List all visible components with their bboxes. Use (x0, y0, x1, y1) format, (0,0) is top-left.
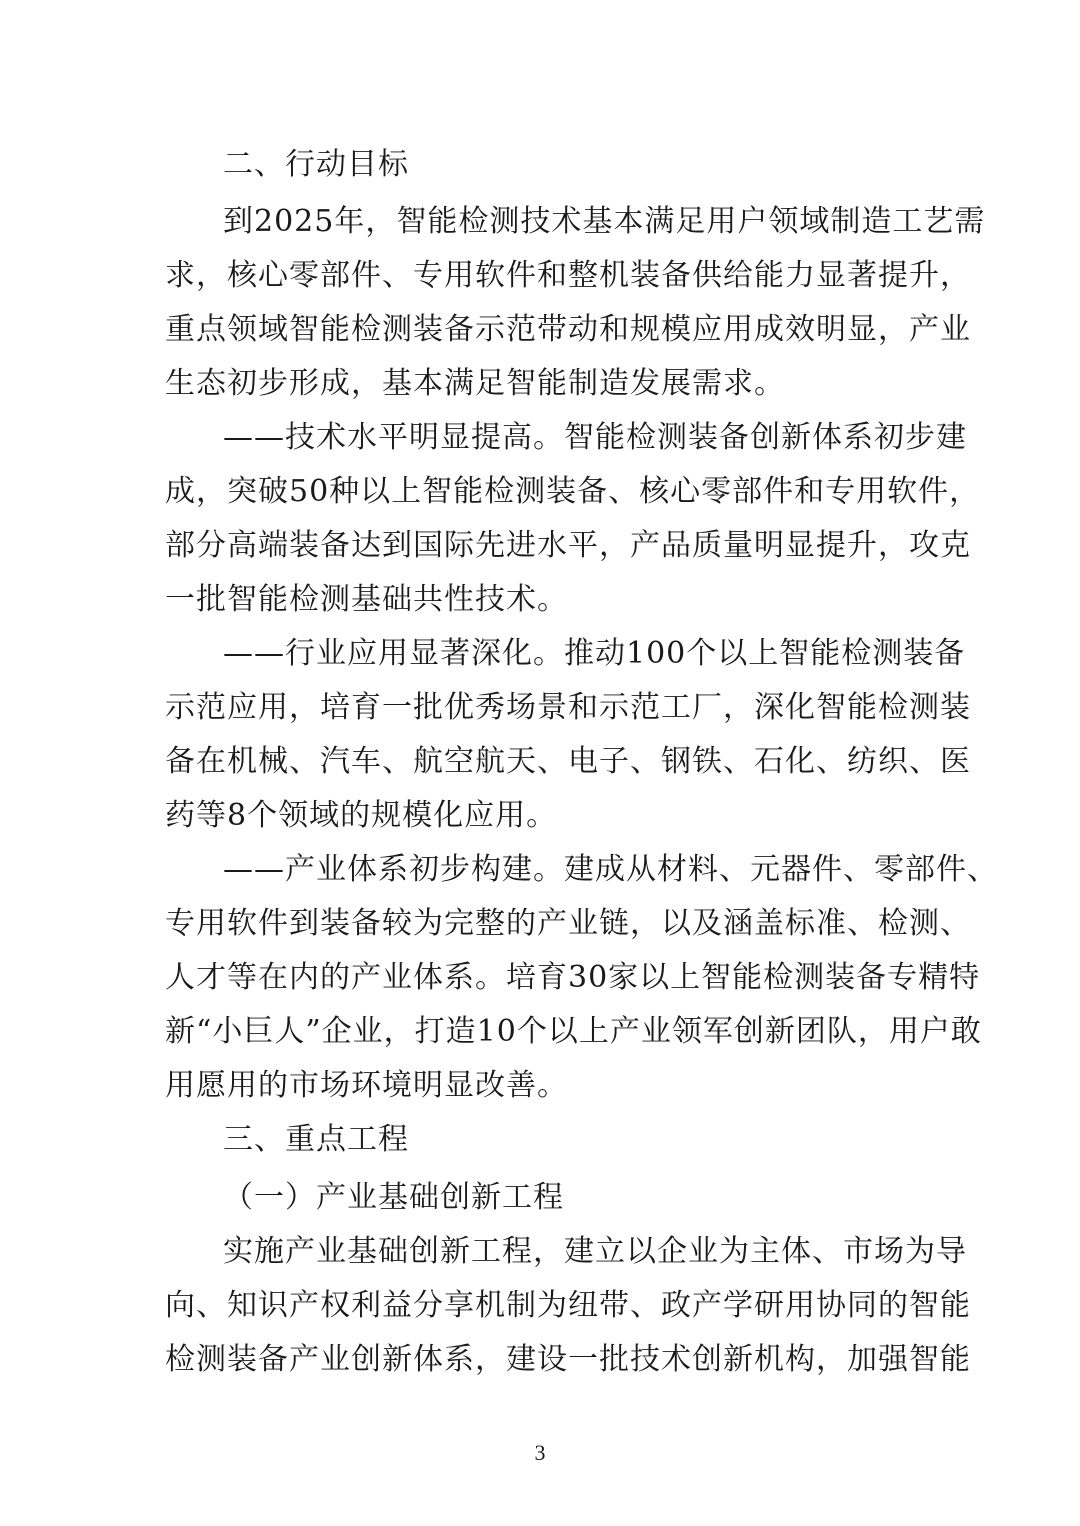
text-line: 向、知识产权利益分享机制为纽带、政产学研用协同的智能 (165, 1288, 971, 1323)
subsection-heading: （一）产业基础创新工程 (223, 1180, 564, 1215)
text-line: ——行业应用显著深化。推动100个以上智能检测装备 (223, 636, 966, 671)
paragraph-overall-goal (165, 195, 986, 411)
text-line: 专用软件到装备较为完整的产业链，以及涵盖标准、检测、 (165, 906, 971, 941)
text-line: 人才等在内的产业体系。培育30家以上智能检测装备专精特 (165, 960, 981, 995)
text-line: 检测装备产业创新体系，建设一批技术创新机构，加强智能 (165, 1342, 971, 1377)
section-heading-action-goals: 二、行动目标 (223, 147, 409, 182)
text-line: 新“小巨人”企业，打造10个以上产业领军创新团队，用户敢 (165, 1014, 982, 1049)
document-body (165, 138, 998, 1387)
text-line: 一批智能检测基础共性技术。 (165, 582, 568, 617)
text-line: 示范应用，培育一批优秀场景和示范工厂，深化智能检测装 (165, 690, 971, 725)
text-line: 用愿用的市场环境明显改善。 (165, 1068, 568, 1103)
text-line: 生态初步形成，基本满足智能制造发展需求。 (165, 366, 785, 401)
text-line: 实施产业基础创新工程，建立以企业为主体、市场为导 (223, 1234, 967, 1269)
text-line: 到2025年，智能检测技术基本满足用户领域制造工艺需 (223, 204, 986, 239)
text-line: ——产业体系初步构建。建成从材料、元器件、零部件、 (223, 852, 998, 887)
paragraph-industry-application (165, 627, 971, 843)
text-line: 部分高端装备达到国际先进水平，产品质量明显提升，攻克 (165, 528, 971, 563)
paragraph-industry-system (165, 843, 998, 1113)
page-number: 3 (534, 1440, 546, 1465)
text-line: 药等8个领域的规模化应用。 (165, 798, 558, 833)
text-line: 求，核心零部件、专用软件和整机装备供给能力显著提升， (165, 258, 971, 293)
section-heading-key-projects: 三、重点工程 (223, 1122, 409, 1157)
text-line: 成，突破50种以上智能检测装备、核心零部件和专用软件， (165, 474, 981, 509)
text-line: 备在机械、汽车、航空航天、电子、钢铁、石化、纺织、医 (165, 744, 971, 779)
paragraph-innovation-project (165, 1225, 971, 1387)
paragraph-technology-level (165, 411, 981, 627)
text-line: ——技术水平明显提高。智能检测装备创新体系初步建 (223, 420, 967, 455)
text-line: 重点领域智能检测装备示范带动和规模应用成效明显，产业 (165, 312, 971, 347)
